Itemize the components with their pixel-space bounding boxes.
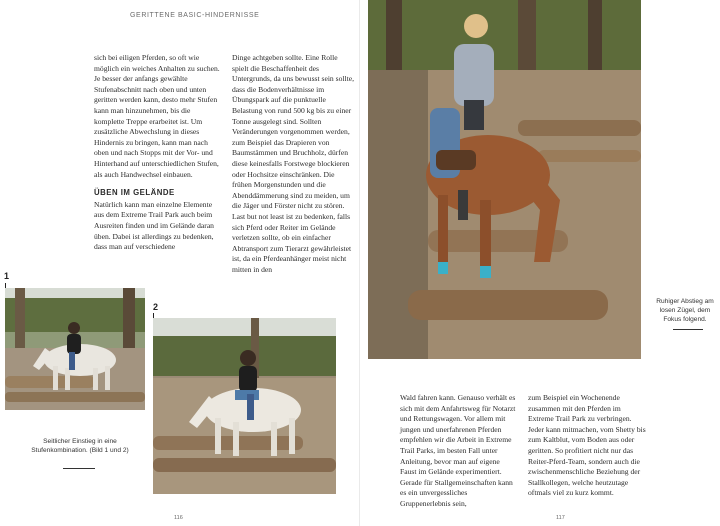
body-paragraph: Natürlich kann man einzelne Elemente aus dem Extreme Trail Park auch beim Ausreiten finden und im Gelände daran üben. Dabei ist allerdings zu bedenken, dass man auf verschiedene [94,199,214,252]
right-text-column-1 [400,393,518,510]
body-paragraph: zum Beispiel ein Wochenende zusammen mit den Pferden im Extreme Trail Park zu verbringen. Jeder kann mitmachen, vom Shetty bis zum Kaltblut, vom Boden aus oder geritten. So profitiert nicht nur das Reiter-Pferd-Team, sondern auch die zwischenmenschliche Beziehung der Stallkollegen, welche heutzutage oftmals viel zu kurz kommt. [528,393,646,498]
photo-horse-calm-descent [368,0,641,359]
body-paragraph: Wald fahren kann. Genauso verhält es sich mit dem Anfahrtsweg für Notarzt und Rettungswagen. Vor allem mit jungen und unerfahrenen Pferden empfehlen wir die Arbeit in Extreme Trail Parks, im besten Fall unter Anleitung, bevor man auf eigene Faust im Gelände experimentiert. Gerade für Stallgemeinschaften kann es ein unvergessliches Gruppenerlebnis sein, [400,393,516,508]
right-text-column-2 [528,393,646,499]
page-number-left: 116 [174,515,183,521]
photo-horse-side-entry-2 [153,318,336,494]
left-text-column-1 [94,53,220,253]
photo-horse-side-entry-1 [5,288,145,410]
figure-caption-left: Seitlicher Einstieg in eine Stufenkombination. (Bild 1 und 2) [31,438,129,454]
caption-rule [673,329,703,330]
figure-caption-right: Ruhiger Abstieg am losen Zügel, dem Fokus folgend. [656,298,714,323]
body-paragraph: Dinge achtgeben sollte. Eine Rolle spielt die Beschaffenheit des Untergrunds, da uns bewusst sein sollte, dass die Bodenverhältnisse im Übungspark auf die punktuelle Belastung von rund 500 kg bis zu einer Tonne ausgelegt sind. Sollten Veränderungen vorgenommen werden, zum Beispiel das Drapieren von Baumstämmen und Bruchholz, dürfen diese keinesfalls Forstwege blockieren oder Hochsitze einschränken. Die frühen Morgenstunden und die Abenddämmerung sind zu meiden, um die Jäger und Förster nicht zu stören. Last but not least ist zu bedenken, falls sich Pferd oder Reiter im Gelände verletzen sollte, ob ein einfacher Abtransport zum Tierarzt gewährleistet ist, da ein Pferdeanhänger meist nicht mitten in den [232,53,354,274]
left-text-column-2 [232,53,354,275]
caption-rule [63,468,95,469]
figure-number-2: 2 [153,302,159,312]
running-head: GERITTENE BASIC-HINDERNISSE [130,12,260,19]
section-heading: ÜBEN IM GELÄNDE [94,188,175,198]
page-number-right: 117 [556,515,565,521]
figure-number-1: 1 [4,271,10,281]
body-paragraph: sich bei eiligen Pferden, so oft wie möglich ein weiches Anhalten zu suchen. Je besser der anfangs gewählte Stufenabschnitt nach oben und unten geritten werden kann, desto mehr Stufen kann man hinzunehmen, bis die komplette Treppe erarbeitet ist. Um zusätzliche Abwechslung in dieses Hindernis zu bringen, kann man nach oben und nach Stopps mit der Vor- und Hinterhand auf unterschiedlichen Stufen, als auch Handwechsel einbauen. [94,53,220,179]
